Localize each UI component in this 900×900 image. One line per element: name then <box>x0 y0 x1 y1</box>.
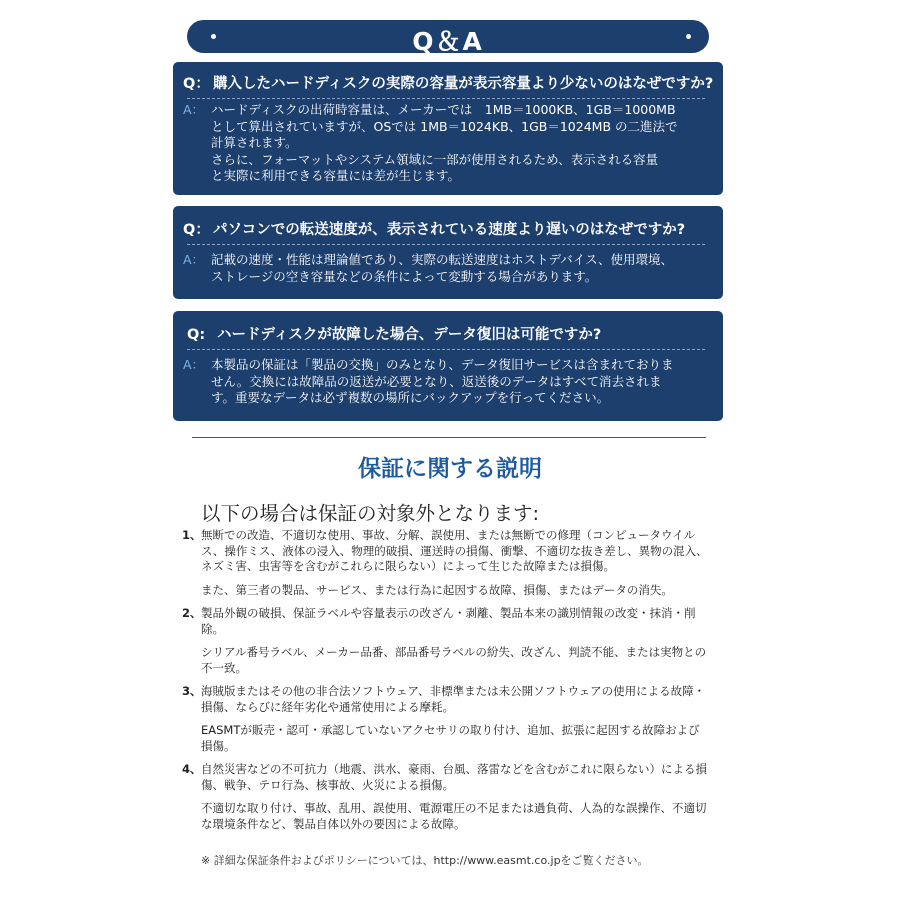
section-divider <box>192 437 706 438</box>
item-number: 1、 <box>182 528 202 542</box>
answer-line: 記載の速度・性能は理論値であり、実際の転送速度はホストデバイス、使用環境、 <box>211 252 674 267</box>
answer-line: さらに、フォーマットやシステム領域に一部が使用されるため、表示される容量 <box>211 151 659 167</box>
question: Q： パソコンでの転送速度が、表示されている速度より遅いのはなぜですか? <box>183 222 686 238</box>
answer-line: ハードディスクの出荷時容量は、メーカーでは 1MB＝1000KB、1GB＝1000MB <box>211 102 676 117</box>
list-item <box>182 528 710 598</box>
answer <box>183 102 709 185</box>
answer <box>183 357 709 407</box>
answer-line: 計算されます。 <box>211 135 298 150</box>
dashed-divider <box>187 244 705 245</box>
answer-mark: A： <box>183 357 205 372</box>
item-text: 海賊版またはその他の非合法ソフトウェア、非標準または未公開ソフトウェアの使用による故障・損傷、ならびに経年劣化や通常使用による摩耗。 <box>201 684 706 714</box>
item-subtext: EASMTが販売・認可・承認していないアクセサリの取り付け、追加、拡張に起因する故障および損傷。 <box>201 723 700 753</box>
answer <box>183 252 709 285</box>
item-subtext: また、第三者の製品、サービス、または行為に起因する故障、損傷、またはデータの消失。 <box>201 582 673 597</box>
qa-header <box>187 20 709 56</box>
answer-line: す。重要なデータは必ず複数の場所にバックアップを行ってください。 <box>211 390 610 405</box>
warranty-exclusion-list <box>182 528 710 832</box>
item-subtext: シリアル番号ラベル、メーカー品番、部品番号ラベルの紛失、改ざん、判読不能、または実物との不一致。 <box>201 645 707 675</box>
item-number: 2、 <box>182 606 202 620</box>
qa-card-3 <box>173 311 723 421</box>
list-item <box>182 762 710 832</box>
question: Q: ハードディスクが故障した場合、データ復旧は可能ですか? <box>187 327 602 343</box>
answer-line: として算出されていますが、OSでは 1MB＝1024KB、1GB＝1024MB の二進法で <box>211 118 678 134</box>
answer-line: と実際に利用できる容量には差が生じます。 <box>211 168 461 183</box>
answer-line: ストレージの空き容量などの条件によって変動する場合があります。 <box>211 268 598 284</box>
answer-line: せん。交換には故障品の返送が必要となり、返送後のデータはすべて消去されま <box>211 373 662 389</box>
item-subtext: 不適切な取り付け、事故、乱用、誤使用、電源電圧の不足または過負荷、人為的な誤操作、不適切な環境条件など、製品自体以外の要因による故障。 <box>201 801 707 831</box>
dashed-divider <box>187 98 705 99</box>
dashed-divider <box>187 349 705 350</box>
item-text: 製品外観の破損、保証ラベルや容量表示の改ざん・剥離、製品本来の識別情報の改変・抹消・削除。 <box>201 606 696 636</box>
qa-card-1 <box>173 62 723 195</box>
item-text: 無断での改造、不適切な使用、事故、分解、誤使用、または無断での修理（コンピュータウイルス、操作ミス、液体の浸入、物理的破損、運送時の損傷、衝撃、不適切な抜き差し、異物の混入、ネズミ害、虫害等を含むがこれらに限らない）によって生じた故障または損傷。 <box>201 528 708 573</box>
answer-line: 本製品の保証は「製品の交換」のみとなり、データ復旧サービスは含まれておりま <box>211 357 674 372</box>
item-number: 4、 <box>182 762 202 776</box>
list-item <box>182 684 710 754</box>
item-number: 3、 <box>182 684 202 698</box>
warranty-footnote: ※ 詳細な保証条件およびポリシーについては、http://www.easmt.co.jpをご覧ください。 <box>201 854 649 867</box>
item-text: 自然災害などの不可抗力（地震、洪水、豪雨、台風、落雷などを含むがこれに限らない）による損傷、戦争、テロ行為、核事故、火災による損傷。 <box>201 762 707 792</box>
question: Q： 購入したハードディスクの実際の容量が表示容量より少ないのはなぜですか? <box>183 76 714 92</box>
header-dot-right <box>686 34 691 39</box>
qa-card-2 <box>173 206 723 299</box>
answer-mark: A： <box>183 102 205 117</box>
answer-mark: A： <box>183 252 205 267</box>
warranty-subtitle: 以下の場合は保証の対象外となります: <box>201 502 540 525</box>
warranty-title: 保証に関する説明 <box>358 456 542 482</box>
list-item <box>182 606 710 676</box>
qa-title: Q＆A <box>412 27 484 56</box>
